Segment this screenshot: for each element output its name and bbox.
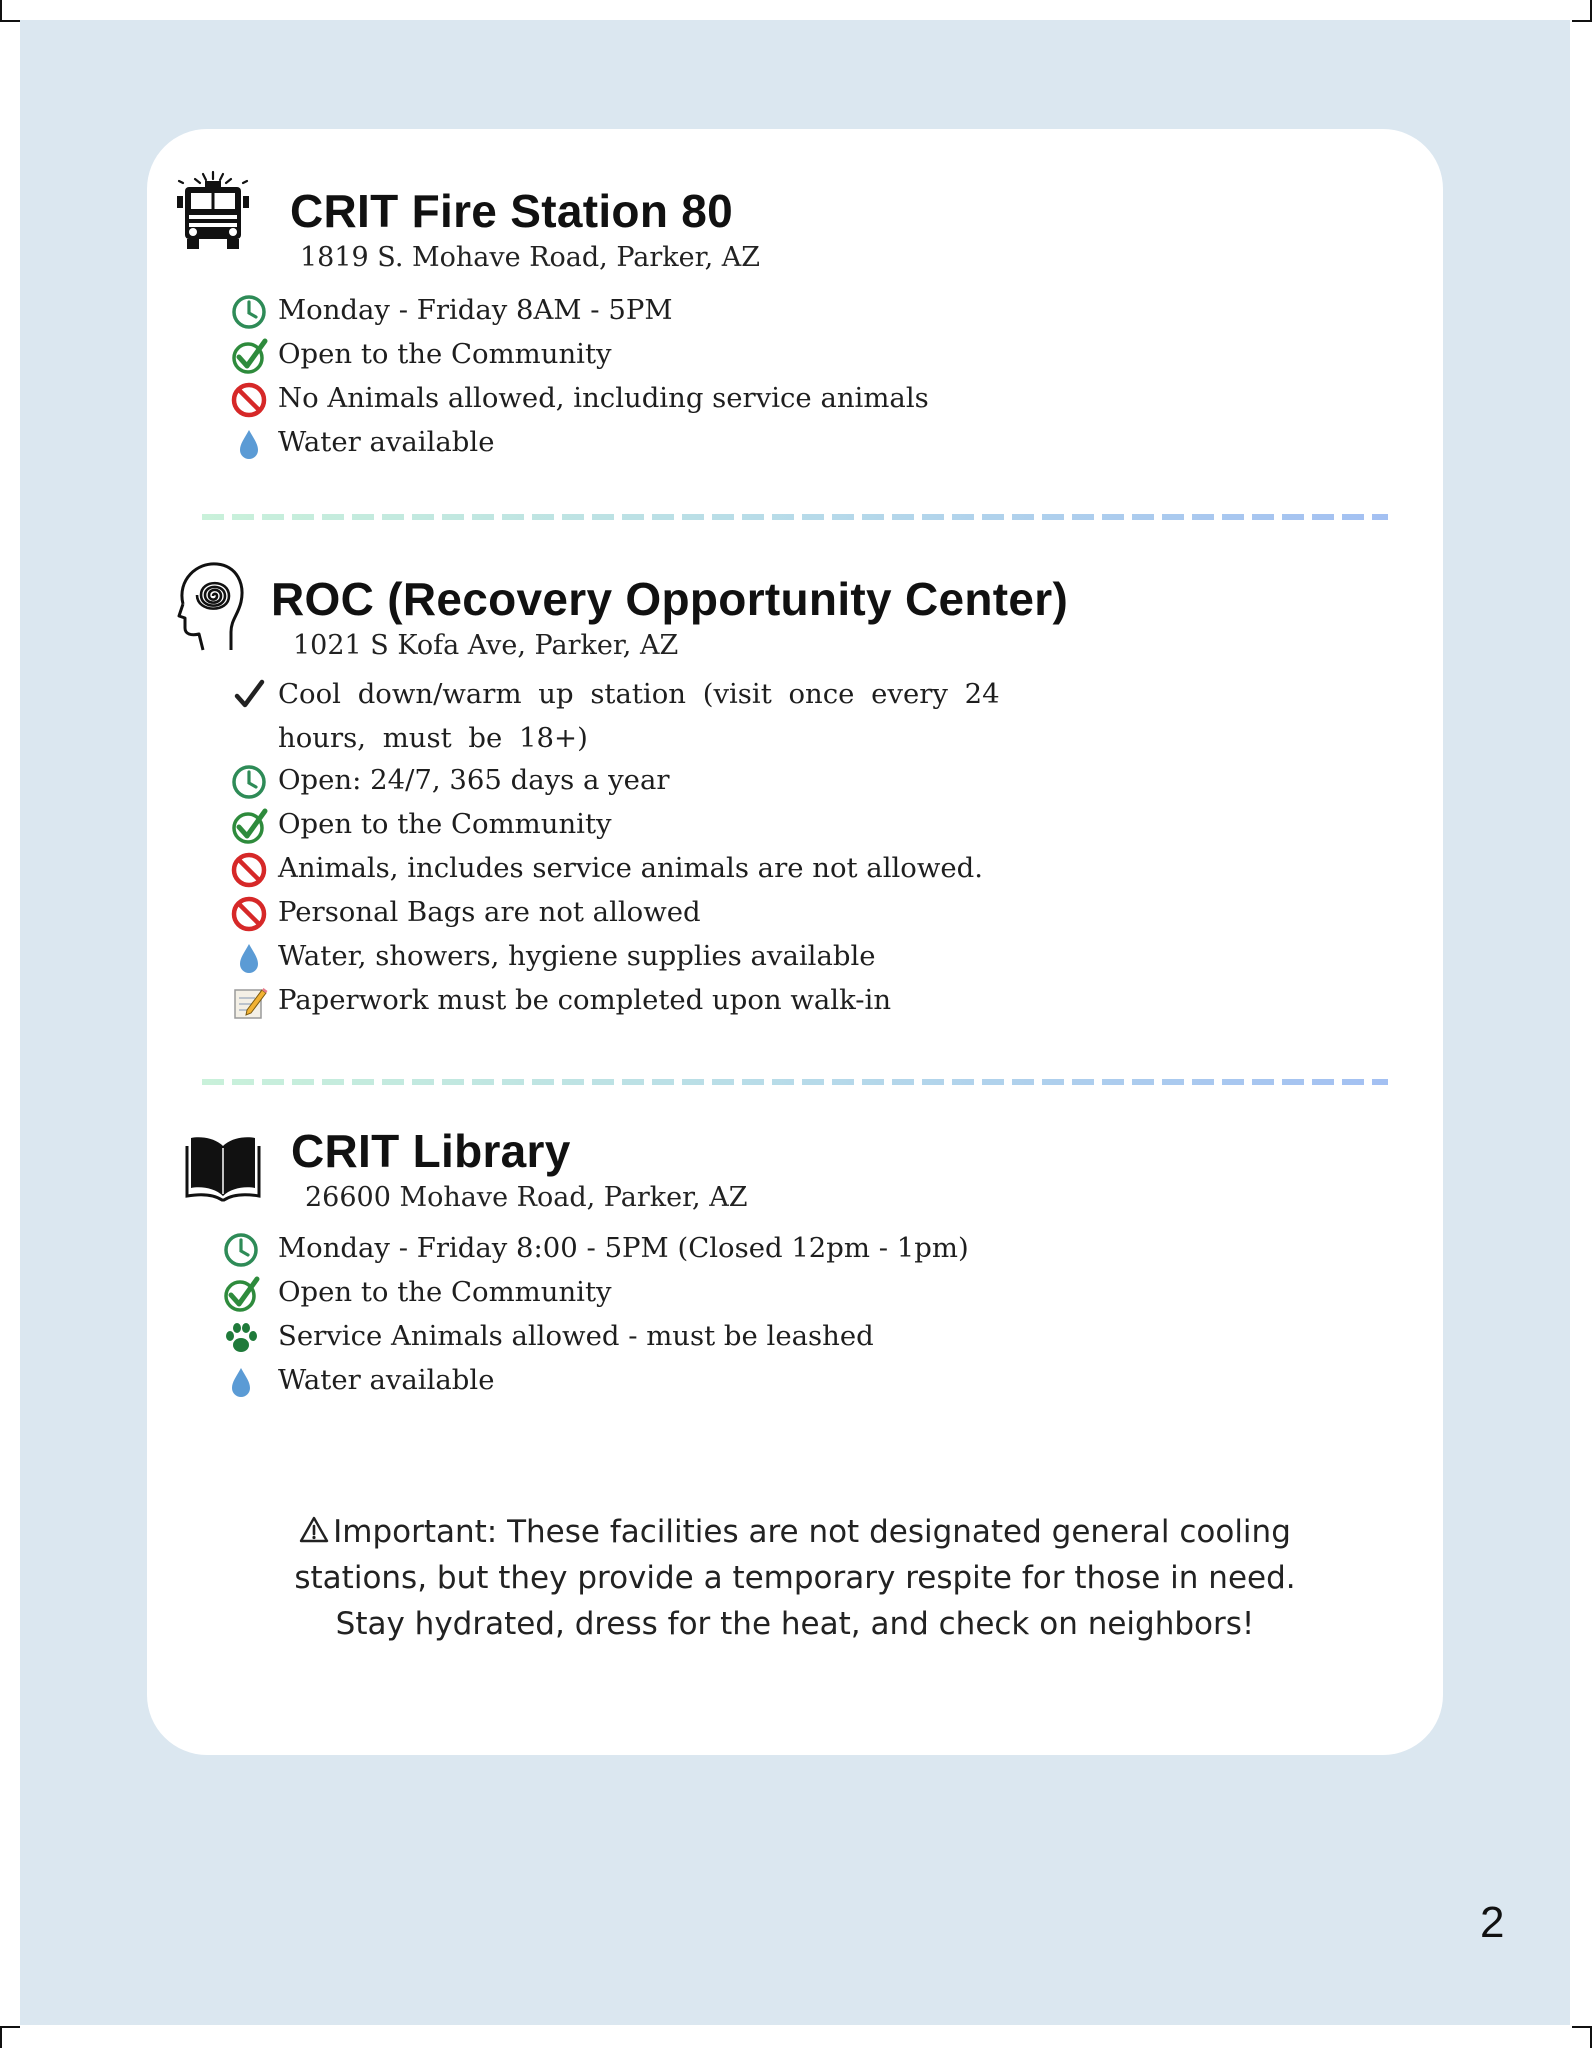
section-title: ROC (Recovery Opportunity Center): [271, 573, 1069, 625]
checkmark-circle-icon: [229, 336, 269, 376]
item-text: No Animals allowed, including service animals: [278, 382, 929, 414]
mind-spiral-head-icon: [175, 560, 245, 652]
section-title: CRIT Library: [291, 1125, 571, 1177]
item-text: Water available: [278, 1364, 495, 1396]
item-text: Animals, includes service animals are not allowed.: [278, 852, 983, 884]
section-address: 1819 S. Mohave Road, Parker, AZ: [300, 242, 760, 273]
crop-mark-bottom-left: [0, 2026, 20, 2048]
section-divider: [202, 1079, 1388, 1085]
notice-line: Stay hydrated, dress for the heat, and check on neighbors!: [335, 1606, 1255, 1642]
water-drop-icon: [229, 938, 269, 978]
water-drop-icon: [229, 424, 269, 464]
item-text: Service Animals allowed - must be leashed: [278, 1320, 874, 1352]
item-text: Cool down/warm up station (visit once every 24 hours, must be 18+): [278, 678, 1000, 754]
item-text: Monday - Friday 8:00 - 5PM (Closed 12pm - 1pm): [278, 1232, 969, 1264]
clock-icon: [221, 1230, 261, 1270]
memo-pencil-icon: [229, 982, 269, 1022]
prohibited-icon: [229, 850, 269, 890]
prohibited-icon: [229, 380, 269, 420]
info-card: [147, 129, 1443, 1755]
paw-print-icon: [221, 1318, 261, 1358]
section-address: 1021 S Kofa Ave, Parker, AZ: [293, 630, 679, 661]
important-notice: [257, 1509, 1333, 1647]
clock-icon: [229, 292, 269, 332]
notice-text: Important: These facilities are not designated general cooling: [333, 1514, 1291, 1550]
item-text: Open to the Community: [278, 808, 612, 840]
page-number: 2: [1480, 1898, 1505, 1947]
open-book-icon: [185, 1132, 261, 1202]
item-text: Water, showers, hygiene supplies available: [278, 940, 876, 972]
crop-mark-bottom-right: [1572, 2026, 1592, 2048]
checkmark-circle-icon: [229, 806, 269, 846]
item-text: Paperwork must be completed upon walk-in: [278, 984, 892, 1016]
crop-mark-top-left: [0, 0, 20, 22]
section-title: CRIT Fire Station 80: [290, 185, 734, 237]
item-text: Monday - Friday 8AM - 5PM: [278, 294, 673, 326]
prohibited-icon: [229, 894, 269, 934]
item-text: Open to the Community: [278, 1276, 612, 1308]
item-text: Water available: [278, 426, 495, 458]
item-text: Open: 24/7, 365 days a year: [278, 764, 670, 796]
fire-truck-icon: [175, 170, 251, 252]
item-text: Open to the Community: [278, 338, 612, 370]
clock-icon: [229, 762, 269, 802]
notice-line: [257, 1509, 1333, 1555]
checkmark-circle-icon: [221, 1274, 261, 1314]
item-text: Personal Bags are not allowed: [278, 896, 701, 928]
crop-mark-top-right: [1572, 0, 1592, 22]
notice-line: stations, but they provide a temporary respite for those in need.: [294, 1560, 1296, 1596]
checkmark-icon: [229, 674, 269, 714]
section-address: 26600 Mohave Road, Parker, AZ: [305, 1182, 748, 1213]
section-divider: [202, 514, 1388, 520]
warning-icon: [299, 1515, 329, 1545]
water-drop-icon: [221, 1362, 261, 1402]
